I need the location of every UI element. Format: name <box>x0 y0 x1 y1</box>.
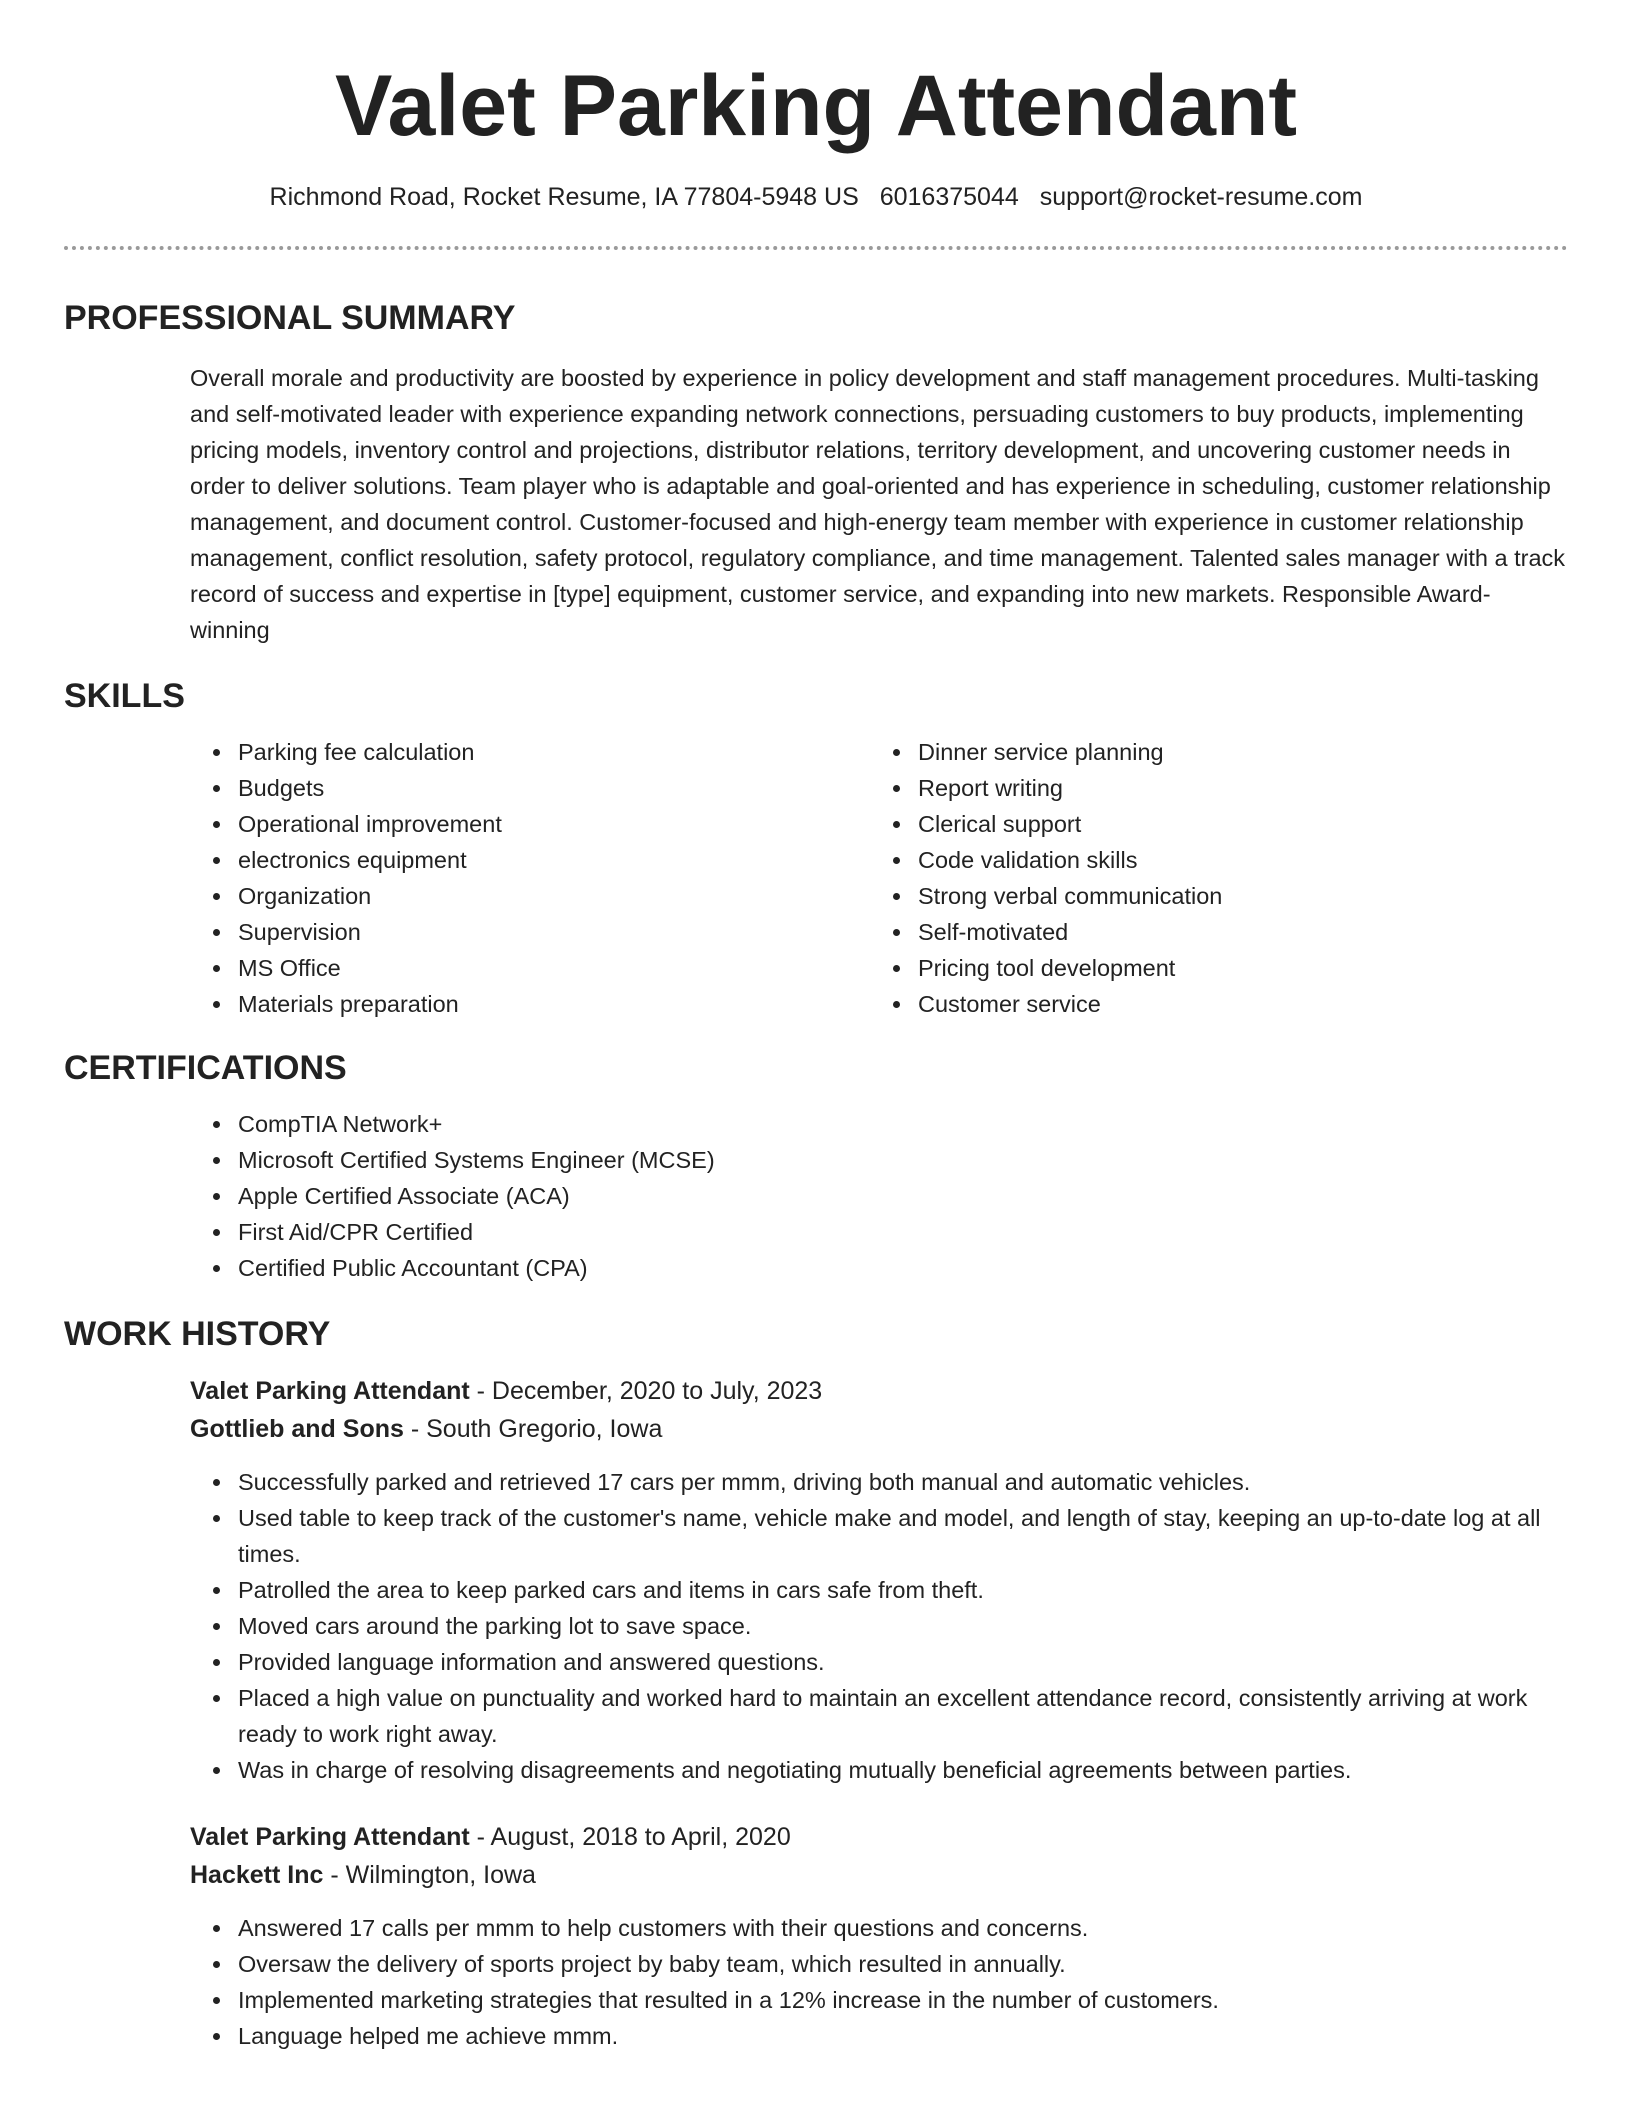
list-item: • Placed a high value on punctuality and worked hard to maintain an excellent attendance record, consistently arriving at work ready to work right away. <box>234 1680 1584 1752</box>
list-item: • Supervision <box>234 914 744 950</box>
job-location: - Wilmington, Iowa <box>323 1861 536 1889</box>
list-item: • Microsoft Certified Systems Engineer (MCSE) <box>234 1142 1568 1178</box>
certifications-title: CERTIFICATIONS <box>64 1049 347 1087</box>
job-role-line <box>190 1818 1568 1856</box>
contact-phone: 6016375044 <box>879 183 1019 211</box>
resume-name: Valet Parking Attendant <box>334 58 1298 154</box>
contact-line <box>0 182 1632 212</box>
list-item: • Code validation skills <box>914 842 1424 878</box>
job-role: Valet Parking Attendant <box>190 1377 470 1405</box>
list-item: • Certified Public Accountant (CPA) <box>234 1250 1568 1286</box>
list-item: • Patrolled the area to keep parked cars and items in cars safe from theft. <box>234 1572 1584 1608</box>
list-item: • Clerical support <box>914 806 1424 842</box>
skills-grid <box>64 734 1568 1022</box>
certifications-section <box>64 1048 1568 1286</box>
summary-text: Overall morale and productivity are boosted by experience in policy development and staff management procedures. Multi-tasking and self-motivated leader with experience expanding network connections, persuading customers to buy products, implementing pricing models, inventory control and projections, distributor relations, territory development, and uncovering customer needs in order to deliver solutions. Team player who is adaptable and goal-oriented and has experience in scheduling, customer relationship management, and document control. Customer-focused and high-energy team member with experience in customer relationship management, conflict resolution, safety protocol, regulatory compliance, and time management. Talented sales manager with a track record of success and expertise in [type] equipment, customer service, and expanding into new markets. Responsible Award-winning <box>190 365 1566 643</box>
header-divider <box>64 246 1568 250</box>
list-item: • Was in charge of resolving disagreements and negotiating mutually beneficial agreements between parties. <box>234 1752 1584 1788</box>
job-entry <box>190 1818 1568 2054</box>
list-item: • Used table to keep track of the customer's name, vehicle make and model, and length of stay, keeping an up-to-date log at all times. <box>234 1500 1584 1572</box>
list-item: • electronics equipment <box>234 842 744 878</box>
skills-title: SKILLS <box>64 677 185 715</box>
list-item: • CompTIA Network+ <box>234 1106 1568 1142</box>
list-item: • Parking fee calculation <box>234 734 744 770</box>
work-section <box>64 1314 1568 2054</box>
summary-title: PROFESSIONAL SUMMARY <box>64 299 516 337</box>
list-item: • Customer service <box>914 986 1424 1022</box>
contact-email[interactable]: support@rocket-resume.com <box>1039 183 1363 211</box>
list-item: • Apple Certified Associate (ACA) <box>234 1178 1568 1214</box>
list-item: • First Aid/CPR Certified <box>234 1214 1568 1250</box>
job-bullets <box>190 1464 1584 1788</box>
list-item: • Budgets <box>234 770 744 806</box>
list-item: • Report writing <box>914 770 1424 806</box>
list-item: • Language helped me achieve mmm. <box>234 2018 1584 2054</box>
list-item: • Implemented marketing strategies that resulted in a 12% increase in the number of customers. <box>234 1982 1584 2018</box>
contact-address: Richmond Road, Rocket Resume, IA 77804-5948 US <box>269 183 859 211</box>
list-item: • Organization <box>234 878 744 914</box>
job-bullets <box>190 1910 1584 2054</box>
job-role: Valet Parking Attendant <box>190 1823 470 1851</box>
job-company: Gottlieb and Sons <box>190 1415 404 1443</box>
list-item: • Operational improvement <box>234 806 744 842</box>
job-dates: - August, 2018 to April, 2020 <box>469 1823 791 1851</box>
certifications-list <box>64 1106 1568 1286</box>
list-item: • MS Office <box>234 950 744 986</box>
list-item: • Dinner service planning <box>914 734 1424 770</box>
skills-section <box>64 676 1568 1022</box>
skills-list-left <box>64 734 744 1022</box>
list-item: • Oversaw the delivery of sports project by baby team, which resulted in annually. <box>234 1946 1584 1982</box>
work-title: WORK HISTORY <box>64 1315 331 1353</box>
job-role-line <box>190 1372 1568 1410</box>
list-item: • Successfully parked and retrieved 17 cars per mmm, driving both manual and automatic vehicles. <box>234 1464 1584 1500</box>
job-location: - South Gregorio, Iowa <box>403 1415 663 1443</box>
list-item: • Materials preparation <box>234 986 744 1022</box>
list-item: • Self-motivated <box>914 914 1424 950</box>
list-item: • Pricing tool development <box>914 950 1424 986</box>
list-item: • Moved cars around the parking lot to save space. <box>234 1608 1584 1644</box>
list-item: • Strong verbal communication <box>914 878 1424 914</box>
job-company-line <box>190 1410 1568 1448</box>
skills-list-right <box>744 734 1424 1022</box>
job-company-line <box>190 1856 1568 1894</box>
job-company: Hackett Inc <box>190 1861 324 1889</box>
list-item: • Provided language information and answered questions. <box>234 1644 1584 1680</box>
list-item: • Answered 17 calls per mmm to help customers with their questions and concerns. <box>234 1910 1584 1946</box>
job-dates: - December, 2020 to July, 2023 <box>469 1377 823 1405</box>
summary-section <box>64 298 1568 648</box>
job-entry <box>190 1372 1568 1788</box>
